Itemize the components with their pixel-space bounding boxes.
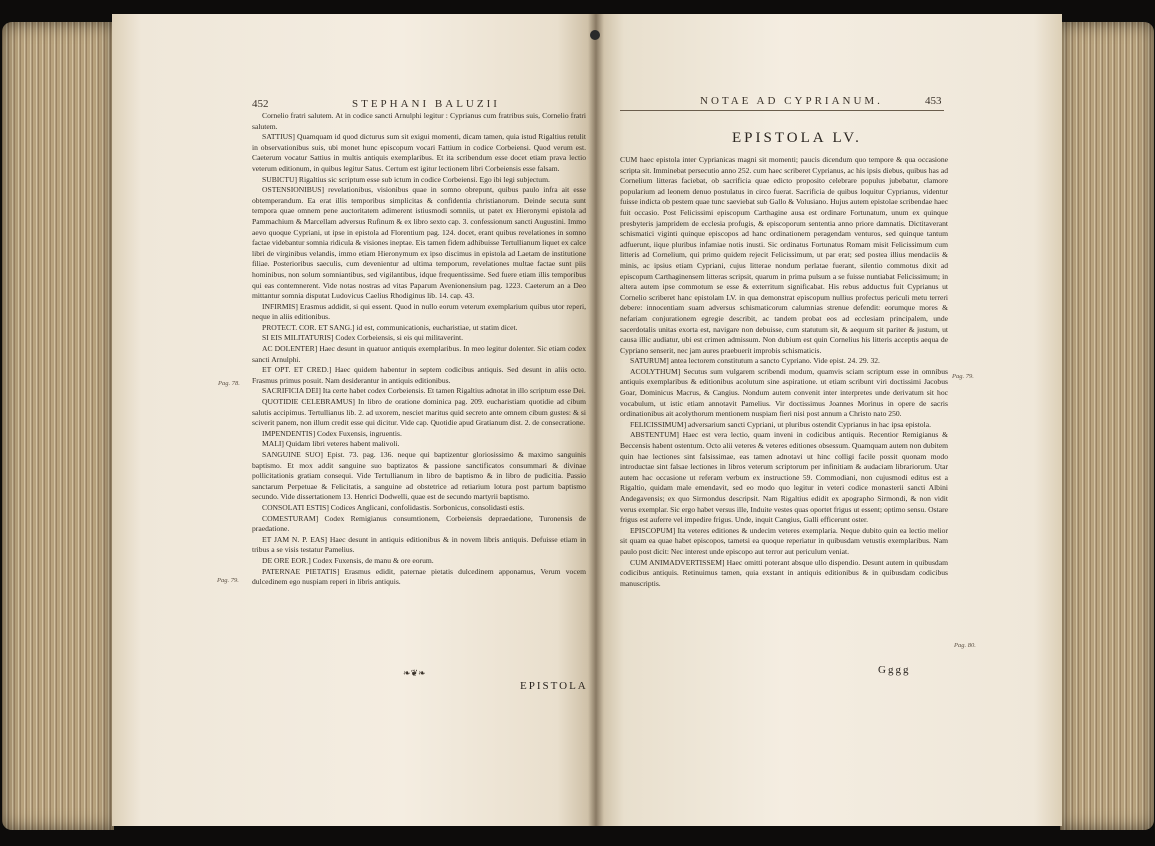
paragraph: COMESTURAM] Codex Remigianus consumtionem, Corbeiensis depraedatione, Turonensis de praedatione. [252,513,586,534]
right-margin-note-2: Pag. 80. [954,642,976,649]
left-catchword: EPISTOLA [520,680,588,692]
right-running-head: NOTAE AD CYPRIANUM. [700,95,883,107]
ornament: ❧❦❧ [403,668,426,678]
paragraph: INFIRMIS] Erasmus addidit, si qui essent. Quod in nullo eorum veterum exemplarium quibus utor reperi, neque in aliis editionibus. [252,301,586,322]
paragraph: IMPENDENTIS] Codex Fuxensis, ingruentis. [262,428,402,438]
left-margin-note-1: Pag. 78. [218,380,240,387]
paragraph: SI EIS MILITATURIS] Codex Corbeiensis, si eis qui militaverint. [262,333,464,343]
paragraph: ET OPT. ET CRED.] Haec quidem habentur in septem codicibus antiquis. Sed desunt in aliis octo. Frasmus primus posuit. Nam desiderantur in antiquis editionibus. [252,365,586,385]
paragraph: ABSTENTUM] Haec est vera lectio, quam inveni in codicibus antiquis. Recentior Remigianus & Beccensis habent ostentum. Octo alii veteres & veteres editiones obsessum. Quamquam autem non dubitem quin hae lectiones sint falsissimae, eas tamen adnotavi ut hinc colligi facile possit quonam modo introductae sint falsae lectiones in libros veterum scriptorum per infinitiam & audaciam librariorum. Utar autem hac occasione ut referam verbum ex instructione 59. Commodiani, non cujusmodi editus est a Rigaltio, quidam male emendavit, sed eo modo quo legitur in veteri codice monasterii sancti Albini Andegavensis; ex quo Sirmondus descripsit. Nam Rigaltius edidit ex apographo Sirmondi, & non vidit verus exemplar. Sic ergo habet versus ille, Induite vestes quas oportet frigus ut essent; optimo sensu. Ostare frigus est auferre vel impedire frigus. Unde, inquit Cangius, Galli efficerunt oster. [620,430,948,525]
right-catchword: Gggg [878,664,911,676]
paragraph: EPISCOPUM] Ita veteres editiones & undecim veteres exemplaria. Neque dubito quin ea lectio melior sit quam ea quae habet episcopos, tametsi ea quoque reperiatur in quibusdam vetustis exemplaribus. Nam paulo post dicit: Nec interest unde episcopo aut terror aut periculum veniat. [620,525,948,556]
left-page-edges [2,22,114,830]
paragraph: ACOLYTHUM] Secutus sum vulgarem scribendi modum, quamvis sciam scriptum esse in omnibus antiquis exemplaribus & editionibus acolutum sine aspiratione. ut etiam scribunt viri doctissimi Jacobus Goar, Dominicus Macrus, & Cangius. Nondum autem convenit inter interpretes unde derivatum sit hoc vocabulum, ut istic etiam annotavit Pamelius. Vir doctissimus Joannes Morinus in opere de sacris ordinationibus ait acolythorum mentionem nuspiam fieri nisi post annum a Christo nato 250. [620,366,948,419]
clip-pin [590,30,600,40]
left-page-number: 452 [252,98,269,110]
paragraph: QUOTIDIE CELEBRAMUS] In libro de oratione dominica pag. 209. eucharistiam quotidie ad cibum salutis accipimus. Tertullianus lib. 2. ad uxorem, nesciet maritus quid secreto ante omnem cibum gustes: & si sciverit panem, non illum credit esse qui dicitur. Vide cap. Quotidie apud Gratianum dist. 2. de consecratione. [252,397,586,428]
right-margin-note-1: Pag. 79. [952,373,974,380]
paragraph: MALI] Quidam libri veteres habent malivoli. [262,439,400,449]
paragraph: OSTENSIONIBUS] revelationibus, visionibus quae in somno obrepunt, quibus paulo infra ait esse obtemperandum. Ea erat illis temporibus simplicitas & confidentia christianorum. Deinde secuta sunt tempora quae omnem pene auctoritatem adimerent istiusmodi somniis, ut patet ex Hieronymi epistola ad Pammachium & Marcellam adversus Rufinum & ex libro sexto cap. 3. confessionum sancti Augustini. Immo aevo quoque Cypriani, ut ipse in epistola ad Florentium pag. 124. docet, erant quibus revelationes in somno factae videbantur somnia ridicula & visiones ineptae. Eis tamen fidem adhibuisse Tertullianum liquet ex calce libri de virginibus velandis, immo etiam Hieronymum ex ipso discimus in epistola ad Laetam de institutione filiae. Posterioribus saeculis, cum devenientur ad ultima temporum, revelationes multae factae sunt piis hominibus, non solum somniantibus, sed vigilantibus, idque frequentissime. Sed fuere etiam illis temporibus qui eas contemnerent. Vide notas nostras ad vitas Paparum Avenionensium pag. 1223. Caeterum an a Deo mittantur somnia disputat Ludovicus Caelius Rhodiginus lib. 14. cap. 43. [252,185,586,301]
paragraph: PROTECT. COR. ET SANG.] id est, communicationis, eucharistiae, ut statim dicet. [262,322,518,332]
left-body-text [252,111,586,665]
head-rule [620,110,944,111]
right-page-number: 453 [925,95,942,107]
paragraph: CUM ANIMADVERTISSEM] Haec omitti poterant absque ullo dispendio. Desunt autem in quibusdam codicibus antiquis. Retinuimus tamen, quia exstant in antiquis editionibus & in quibusdam codicibus manuscriptis. [620,557,948,588]
right-page-edges [1060,22,1154,830]
paragraph: SATTIUS] Quamquam id quod dicturus sum sit exigui momenti, dicam tamen, quia istud Rigaltius retulit in observationibus suis, ubi monet hunc episcopum vocari Fattium in codice Corbeiensi. Quod verum est. Caeterum vocatur Sattius in multis antiquis exemplaribus. Et ita scribendum esse docet etiam prava lectio veterum editionum, in quibus legitur Satus. Certum est igitur lectionem libri Corbeiensis esse falsam. [252,132,586,173]
paragraph: CUM haec epistola inter Cyprianicas magni sit momenti; paucis dicendum quo tempore & qua occasione scripta sit. Imminebat persecutio anno 252. cum haec scriberet Cyprianus, ac his ipsis diebus, quibus has ad Cornelium litteras faciebat, ob sacrificia quae edicto proposito celebrare populus jubebatur, clamore popularium ad leonem denuo postulatus in circo fuerat. Sacrificia de quibus loquitur Cyprianus, videntur fuisse indicta ob pestem quae tunc saeviebat sub Gallo & Volusiano. Hujus autem epistolae scribendae haec fuit occasio. Post Felicissimi episcopum Carthagine ausa est ordinare Fortunatum, unum ex quinque presbyteris jampridem de ecclesia profugis, & episcoporum sententia anno priore damnatis. Dictitaverant schismatici viginti quinque episcopos ad hanc ordinationem peragendam venturos, sed quinque tantum adfuerunt, iique pluribus infamiae notis inusti. Sic ordinatus Fortunatus Romam misit Felicissimum cum litteris ad Cornelium, qui primo quidem rejecit Felicissimum, ut par erat; sed postea illius mendaciis & minis, ac ipsius etiam Cypriani, cujus litterae nondum perlatae fuerant, silentio commotus dixit ad episcopum Carthaginensem litteras scripsit, quarum in prima pulsum a se fuisse nuntiabat Felicissimum; in altera autem ipse commotum se esse & exterritum significabat. His rebus adductus fuit Cyprianus ut Cornelio scriberet hanc epistolam LV. in qua demonstrat episcopum nullius profectus periculi metu terreri debere: innocentiam suam adversus schismaticorum calumnias strenue defendit: eorumque mores & nefariam conjurationem egregie describit, ac tandem probat eos ad ecclesiam principalem, unde sacerdotalis unitas exorta est, navigare non debuisse, cum statutum sit, & aequum sit pariter & justum, ut causa illic audiatur, ubi est crimen admissum. Non dubium est quin Cornelius his litteris acceptis aequa de Cypriano senserit, nec jam aures praebuerit improbis schismaticis. [620,155,948,355]
paragraph: FELICISSIMUM] adversarium sancti Cypriani, ut pluribus ostendit Cyprianus in hac ipsa epistola. [630,419,931,429]
epistle-title: EPISTOLA LV. [732,130,862,146]
book-gutter [588,14,604,826]
paragraph: SANGUINE SUO] Epist. 73. pag. 136. neque qui baptizentur gloriosissimo & maximo sanguinis baptismo. Et mox addit sanguine suo baptizatos & passione sanctificatos consummari & divinae pollicitationis gratiam consequi. Vide Tertullianum in libro de baptismo & in libro de pudicitia. Passio sanctarum Perpetuae & Felicitatis, a sanguine ad obstetrice ad retiarium lotura post partum baptismo secundo. Vide dissertationem 13. Henrici Dodwelli, quae est de secundo martyrii baptismo. [252,450,586,502]
paragraph: SUBICTU] Rigaltius sic scriptum esse sub ictum in codice Corbeiensi. Ego ibi legi subjectum. [262,174,550,184]
paragraph: ET JAM N. P. EAS] Haec desunt in antiquis editionibus & in novem libris antiquis. Defuisse etiam in tribus a se visis testatur Pamelius. [252,534,586,555]
paragraph: DE ORE EOR.] Codex Fuxensis, de manu & ore eorum. [262,555,434,565]
paragraph: CONSOLATI ESTIS] Codices Anglicani, confolidastis. Sorbonicus, consolidasti estis. [262,502,525,512]
right-body-text [620,155,948,683]
paragraph: AC DOLENTER] Haec desunt in quatuor antiquis exemplaribus. In meo legitur dolenter. Sic etiam codex sancti Arnulphi. [252,344,586,364]
left-running-head: STEPHANI BALUZII [352,98,500,110]
paragraph: Cornelio fratri salutem. At in codice sancti Arnulphi legitur : Cyprianus cum fratribus suis, Cornelio fratri salutem. [252,111,586,131]
paragraph: SACRIFICIA DEI] Ita certe habet codex Corbeiensis. Et tamen Rigaltius adnotat in illo scriptum esse Dei. [262,386,586,396]
paragraph: PATERNAE PIETATIS] Erasmus edidit, paternae pietatis dulcedinem apponamus, Verum vocem dulcedinem ego nuspiam reperi in libris antiquis. [252,566,586,587]
left-margin-note-2: Pag. 79. [217,577,239,584]
paragraph: SATURUM] antea lectorem constitutum a sancto Cypriano. Vide epist. 24. 29. 32. [630,356,880,366]
